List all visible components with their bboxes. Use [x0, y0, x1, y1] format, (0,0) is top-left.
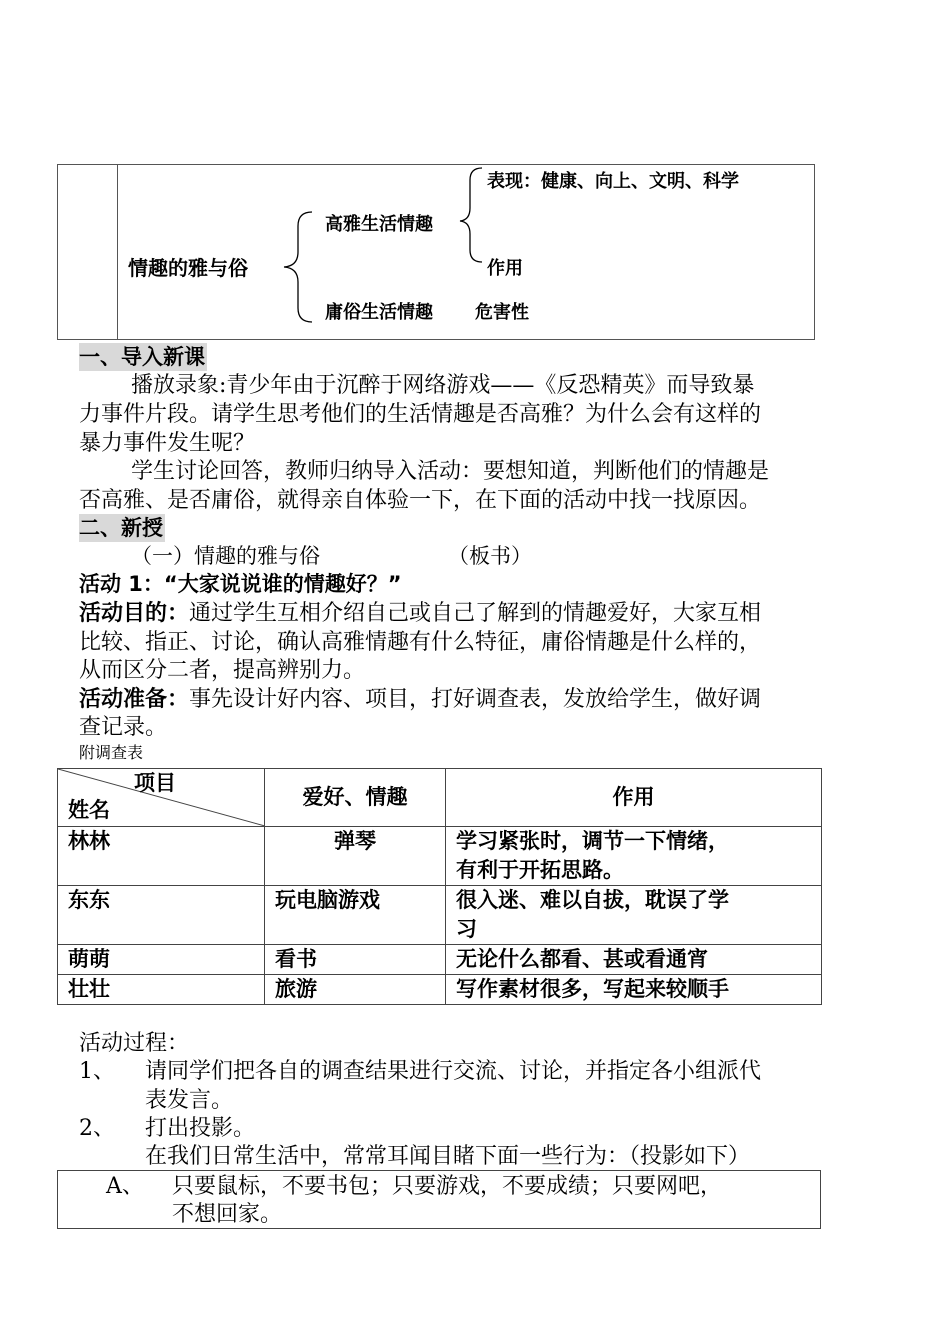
row-effect-line: 很入迷、难以自拔，耽误了学 — [456, 888, 729, 912]
row-hobby: 旅游 — [265, 975, 446, 1005]
purpose-line2: 比较、指正、讨论，确认高雅情趣有什么特征，庸俗情趣是什么样的， — [79, 630, 762, 655]
row-effect-line: 学习紧张时，调节一下情绪， — [456, 829, 729, 853]
purpose-line3: 从而区分二者，提高辨别力。 — [79, 658, 366, 683]
process-item-2-num: 2、 — [79, 1116, 115, 1141]
summary-low-effect: 危害性 — [475, 302, 529, 323]
section2-subtitle: （一）情趣的雅与俗 — [131, 544, 320, 568]
table-row — [58, 886, 822, 945]
purpose-line1 — [79, 599, 761, 628]
section1-para2-line1: 学生讨论回答，教师归纳导入活动：要想知道，判断他们的情趣是 — [131, 459, 770, 484]
table-row — [58, 945, 822, 975]
process-intro: 在我们日常生活中，常常耳闻目睹下面一些行为：（投影如下） — [145, 1144, 751, 1169]
row-effect: 无论什么都看、甚或看通宵 — [446, 945, 822, 975]
row-hobby: 玩电脑游戏 — [265, 886, 446, 945]
sub-brace — [460, 168, 482, 262]
table-caption: 附调查表 — [79, 743, 144, 762]
summary-branch-low: 庸俗生活情趣 — [325, 302, 433, 323]
purpose-text-1: 通过学生互相介绍自己或自己了解到的情趣爱好，大家互相 — [189, 601, 762, 626]
brace-diagram — [0, 0, 950, 400]
projection-line2: 不想回家。 — [172, 1202, 283, 1227]
row-name: 林林 — [58, 827, 265, 886]
row-effect-line: 有利于开拓思路。 — [456, 858, 624, 882]
table-row — [58, 975, 822, 1005]
table-row — [58, 827, 822, 886]
row-effect — [446, 886, 822, 945]
row-hobby: 看书 — [265, 945, 446, 975]
survey-table — [57, 768, 822, 1005]
row-name: 壮壮 — [58, 975, 265, 1005]
purpose-label: 活动目的： — [79, 601, 190, 626]
survey-header-row — [58, 769, 822, 827]
activity-title: 活动 1：“大家说说谁的情趣好？” — [79, 572, 402, 596]
prep-text-1: 事先设计好内容、项目，打好调查表，发放给学生，做好调 — [189, 687, 762, 712]
prep-line1 — [79, 685, 761, 714]
row-effect: 写作素材很多，写起来较顺手 — [446, 975, 822, 1005]
process-item-1-line2: 表发言。 — [145, 1088, 234, 1113]
process-label: 活动过程： — [79, 1031, 190, 1056]
header-hobby: 爱好、情趣 — [265, 769, 446, 827]
section1-para1-line3: 暴力事件发生呢？ — [79, 431, 256, 456]
projection-line1: 只要鼠标，不要书包；只要游戏，不要成绩；只要网吧， — [172, 1174, 723, 1199]
row-hobby: 弹琴 — [265, 827, 446, 886]
process-item-1-line1: 请同学们把各自的调查结果进行交流、讨论，并指定各小组派代 — [145, 1059, 762, 1084]
projection-label: A、 — [106, 1174, 144, 1199]
section2-heading: 二、新授 — [79, 516, 163, 540]
corner-bottom-label: 姓名 — [68, 798, 110, 822]
section1-para1-line1: 播放录象:青少年由于沉醉于网络游戏——《反恐精英》而导致暴 — [131, 373, 755, 398]
process-item-1-num: 1、 — [79, 1059, 115, 1084]
section1-heading: 一、导入新课 — [79, 345, 205, 369]
summary-main-label: 情趣的雅与俗 — [128, 256, 248, 280]
row-name: 萌萌 — [58, 945, 265, 975]
section1-para1-line2: 力事件片段。请学生思考他们的生活情趣是否高雅？为什么会有这样的 — [79, 402, 762, 427]
prep-label: 活动准备： — [79, 687, 190, 712]
section2-subtitle-note: （板书） — [448, 544, 532, 568]
process-item-2-line1: 打出投影。 — [145, 1116, 256, 1141]
row-name: 东东 — [58, 886, 265, 945]
header-effect: 作用 — [446, 769, 822, 827]
summary-high-show: 表现：健康、向上、文明、科学 — [487, 171, 739, 192]
prep-line2: 查记录。 — [79, 715, 168, 740]
main-brace — [284, 212, 312, 322]
summary-branch-high: 高雅生活情趣 — [325, 214, 433, 235]
corner-top-label: 项目 — [134, 771, 176, 795]
section1-para2-line2: 否高雅、是否庸俗，就得亲自体验一下，在下面的活动中找一找原因。 — [79, 488, 762, 513]
row-effect-line: 习 — [456, 917, 477, 941]
summary-high-effect: 作用 — [487, 258, 523, 279]
row-effect — [446, 827, 822, 886]
survey-corner-cell — [58, 769, 265, 827]
